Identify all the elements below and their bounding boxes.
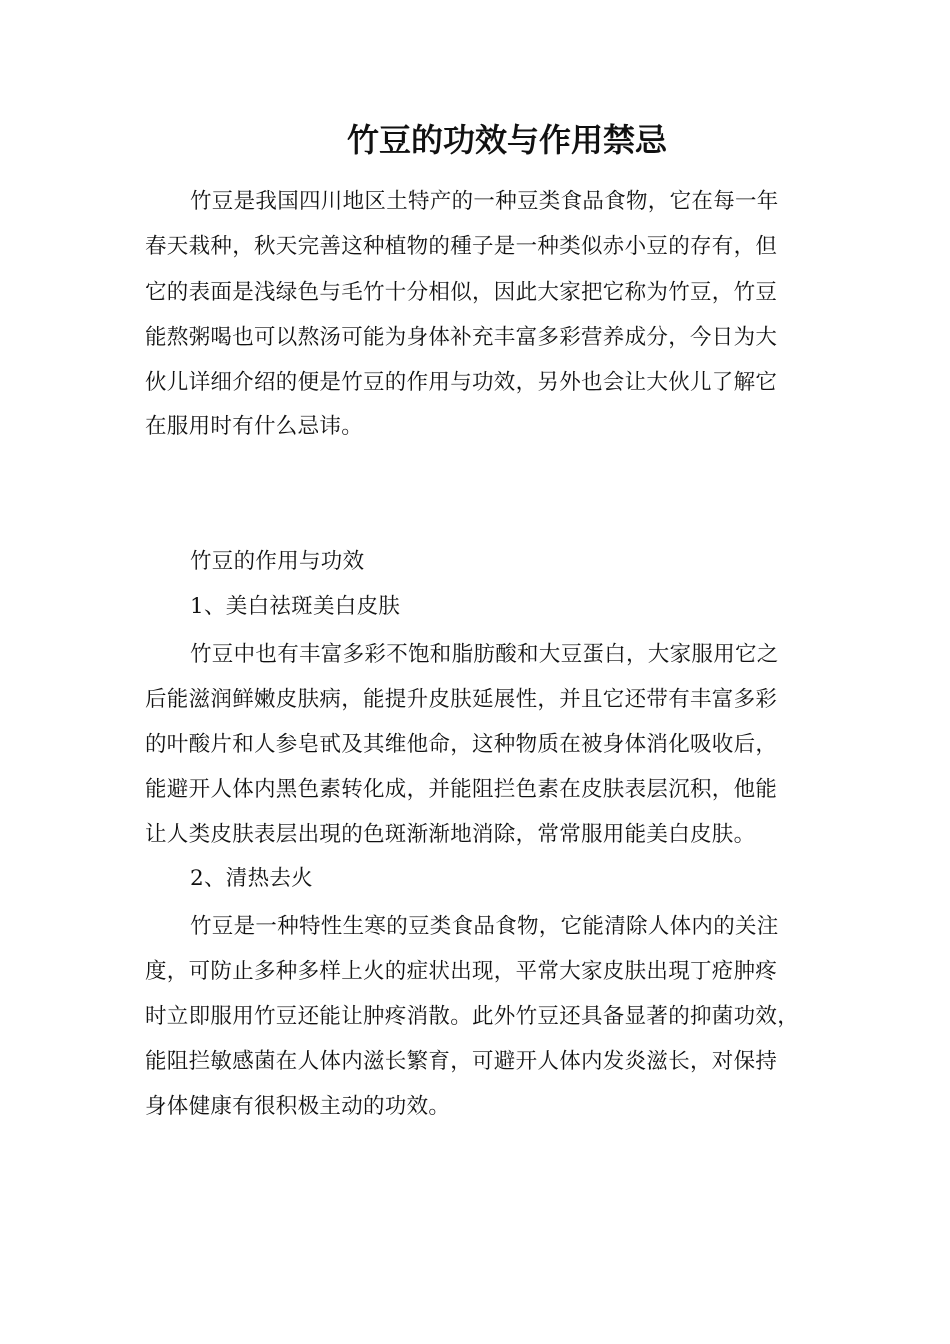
item2-heading: 2、清热去火 <box>190 866 313 891</box>
item1-line-3: 的叶酸片和人参皂甙及其维他命，这种物质在被身体消化吸收后， <box>145 732 778 757</box>
section-heading: 竹豆的作用与功效 <box>190 549 365 574</box>
intro-line-3: 它的表面是浅绿色与毛竹十分相似，因此大家把它称为竹豆，竹豆 <box>145 280 778 305</box>
item2-line-2: 度，可防止多种多样上火的症状出现，平常大家皮肤出現丁疮肿疼 <box>145 959 778 984</box>
document-title: 竹豆的功效与作用禁忌 <box>346 121 667 159</box>
item2-line-3: 时立即服用竹豆还能让肿疼消散。此外竹豆还具备显著的抑菌功效， <box>145 1004 800 1029</box>
intro-line-6: 在服用时有什么忌讳。 <box>145 414 364 439</box>
item1-line-5: 让人类皮肤表层出現的色斑渐渐地消除，常常服用能美白皮肤。 <box>145 822 756 847</box>
item1-line-1: 竹豆中也有丰富多彩不饱和脂肪酸和大豆蛋白，大家服用它之 <box>190 642 779 667</box>
item1-heading: 1、美白祛斑美白皮肤 <box>190 594 401 619</box>
item2-line-1: 竹豆是一种特性生寒的豆类食品食物，它能清除人体内的关注 <box>190 914 779 939</box>
item2-line-4: 能阻拦敏感菌在人体内滋长繁育，可避开人体内发炎滋长，对保持 <box>145 1049 778 1074</box>
intro-line-4: 能熬粥喝也可以熬汤可能为身体补充丰富多彩营养成分，今日为大 <box>145 325 778 350</box>
item1-line-4: 能避开人体内黑色素转化成，并能阻拦色素在皮肤表层沉积，他能 <box>145 777 778 802</box>
item2-line-5: 身体健康有很积极主动的功效。 <box>145 1094 451 1119</box>
intro-line-2: 春天栽种，秋天完善这种植物的種子是一种类似赤小豆的存有，但 <box>145 234 778 259</box>
item1-line-2: 后能滋润鲜嫩皮肤病，能提升皮肤延展性，并且它还带有丰富多彩 <box>145 687 778 712</box>
intro-line-1: 竹豆是我国四川地区土特产的一种豆类食品食物，它在每一年 <box>190 189 779 214</box>
intro-line-5: 伙儿详细介绍的便是竹豆的作用与功效，另外也会让大伙儿了解它 <box>145 370 778 395</box>
